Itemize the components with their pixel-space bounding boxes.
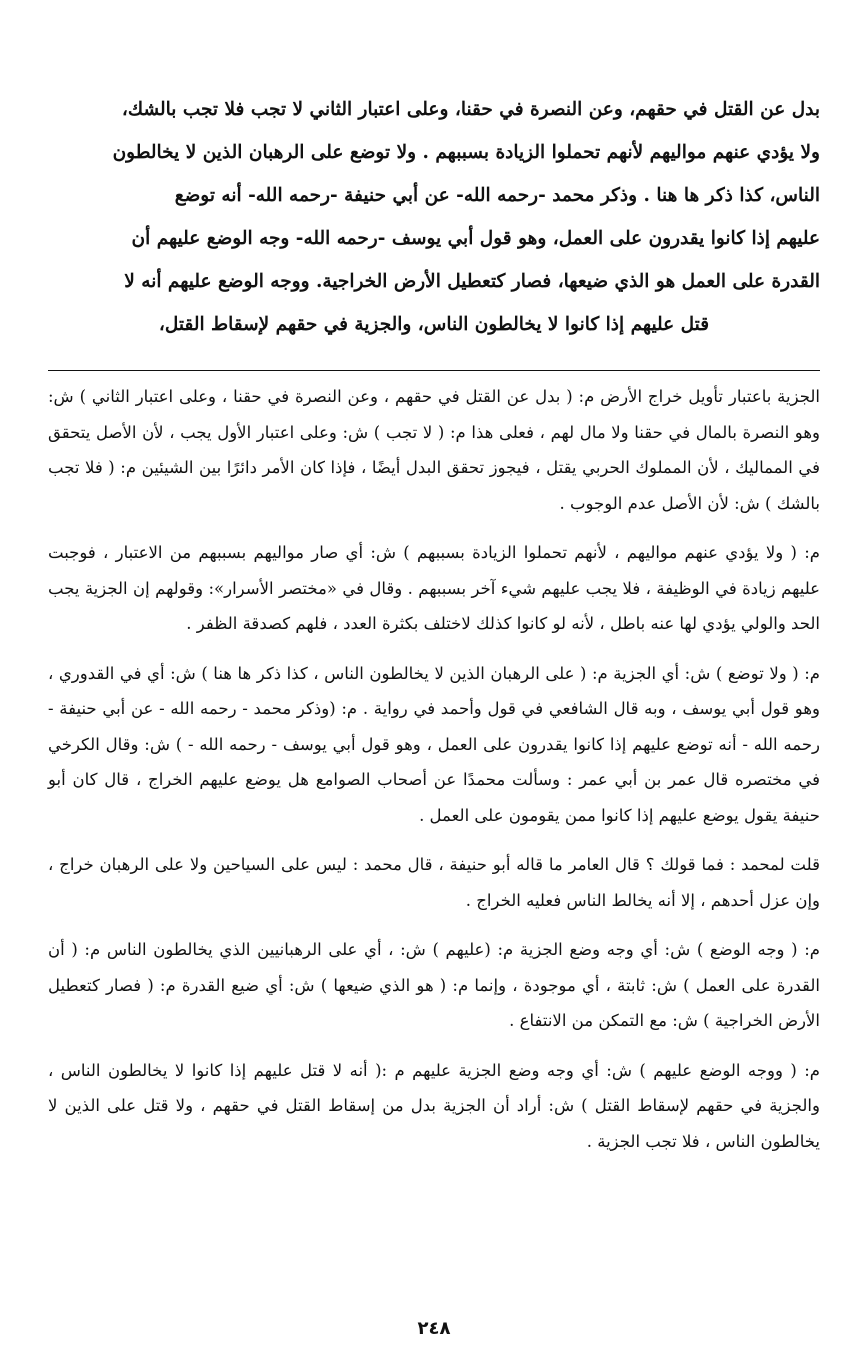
commentary-paragraph: م: ( ووجه الوضع عليهم ) ش: أي وجه وضع الجزية عليهم م :( أنه لا قتل عليهم إذا كانوا لا يخالطون الناس ، والجزية في حقهم لإسقاط القتل ) ش: أراد أن الجزية بدل من إسقاط القتل في حقهم ، ولا قتل على الذين لا يخالطون الناس ، فلا تجب الجزية . [48,1060,820,1151]
main-line: بدل عن القتل في حقهم، وعن النصرة في حقنا، وعلى اعتبار الثاني لا تجب فلا تجب بالشك، [121,99,820,120]
commentary-paragraph: قلت لمحمد : فما قولك ؟ قال العامر ما قاله أبو حنيفة ، قال محمد : ليس على السياحين ولا على الرهبان خراج ، وإن عزل أحدهم ، إلا أنه يخالط الناس فعليه الخراج . [48,855,820,910]
page-number: ٢٤٨ [417,1318,451,1339]
main-line-last: قتل عليهم إذا كانوا لا يخالطون الناس، والجزية في حقهم لإسقاط القتل، [158,314,710,335]
separator-rule [48,370,820,371]
main-text [48,88,820,346]
commentary [48,379,820,1159]
page-body [48,88,820,1173]
commentary-paragraph: م: ( ولا يؤدي عنهم مواليهم ، لأنهم تحملوا الزيادة بسببهم ) ش: أي صار مواليهم بسببهم من الاعتبار ، فوجبت عليهم زيادة في الوظيفة ، فلا يجب عليهم شيء آخر بسببهم . وقال في «مختصر الأسرار»: وقولهم إن الجزية يجب الحد والولي يؤدي لها عنه باطل ، لأنه لو كانوا كذلك لاختلف بكثرة العدد ، فلهم كصدقة الظفر . [48,543,820,633]
main-line: الناس، كذا ذكر ها هنا . وذكر محمد -رحمه الله- عن أبي حنيفة -رحمه الله- أنه توضع [174,185,820,206]
main-line: ولا يؤدي عنهم مواليهم لأنهم تحملوا الزيادة بسببهم . ولا توضع على الرهبان الذين لا يخالطون [112,142,820,163]
commentary-paragraph: الجزية باعتبار تأويل خراج الأرض م: ( بدل عن القتل في حقهم ، وعن النصرة في حقنا ، وعلى اعتبار الثاني ) ش: وهو النصرة بالمال في حقنا ولا مال لهم ، فعلى هذا م: ( لا تجب ) ش: وعلى اعتبار الأول يجب ، لأن الأصل يتحقق في المماليك ، لأن المملوك الحربي يقتل ، فيجوز تحقق البدل أيضًا ، فإذا كان الأمر دائرًا بين الشيئين م: ( فلا تجب بالشك ) ش: لأن الأصل عدم الوجوب . [48,387,820,513]
main-line: القدرة على العمل هو الذي ضيعها، فصار كتعطيل الأرض الخراجية. ووجه الوضع عليهم أنه لا [124,271,820,292]
commentary-paragraph: م: ( وجه الوضع ) ش: أي وجه وضع الجزية م: (عليهم ) ش: ، أي على الرهبانيين الذي يخالطون الناس م: ( أن القدرة على العمل ) ش: ثابتة ، أي موجودة ، وإنما م: ( هو الذي ضيعها ) ش: أي ضيع القدرة م: ( فصار كتعطيل الأرض الخراجية ) ش: مع التمكن من الانتفاع . [48,940,820,1030]
main-line: عليهم إذا كانوا يقدرون على العمل، وهو قول أبي يوسف -رحمه الله- وجه الوضع عليهم أن [131,228,820,249]
commentary-paragraph: م: ( ولا توضع ) ش: أي الجزية م: ( على الرهبان الذين لا يخالطون الناس ، كذا ذكر ها هنا ) ش: أي في القدوري ، وهو قول أبي يوسف ، وبه قال الشافعي في قول وأحمد في رواية . م: (وذكر محمد - رحمه الله - عن أبي حنيفة - رحمه الله - أنه توضع عليهم إذا كانوا يقدرون على العمل ، وهو قول أبي يوسف - رحمه الله - ) ش: وقال الكرخي في مختصره قال عمر بن أبي عمر : وسألت محمدًا عن أصحاب الصوامع هل يوضع عليهم الخراج ، قال كان أبو حنيفة يقول يوضع عليهم إذا كانوا ممن يقومون على العمل . [48,663,820,825]
